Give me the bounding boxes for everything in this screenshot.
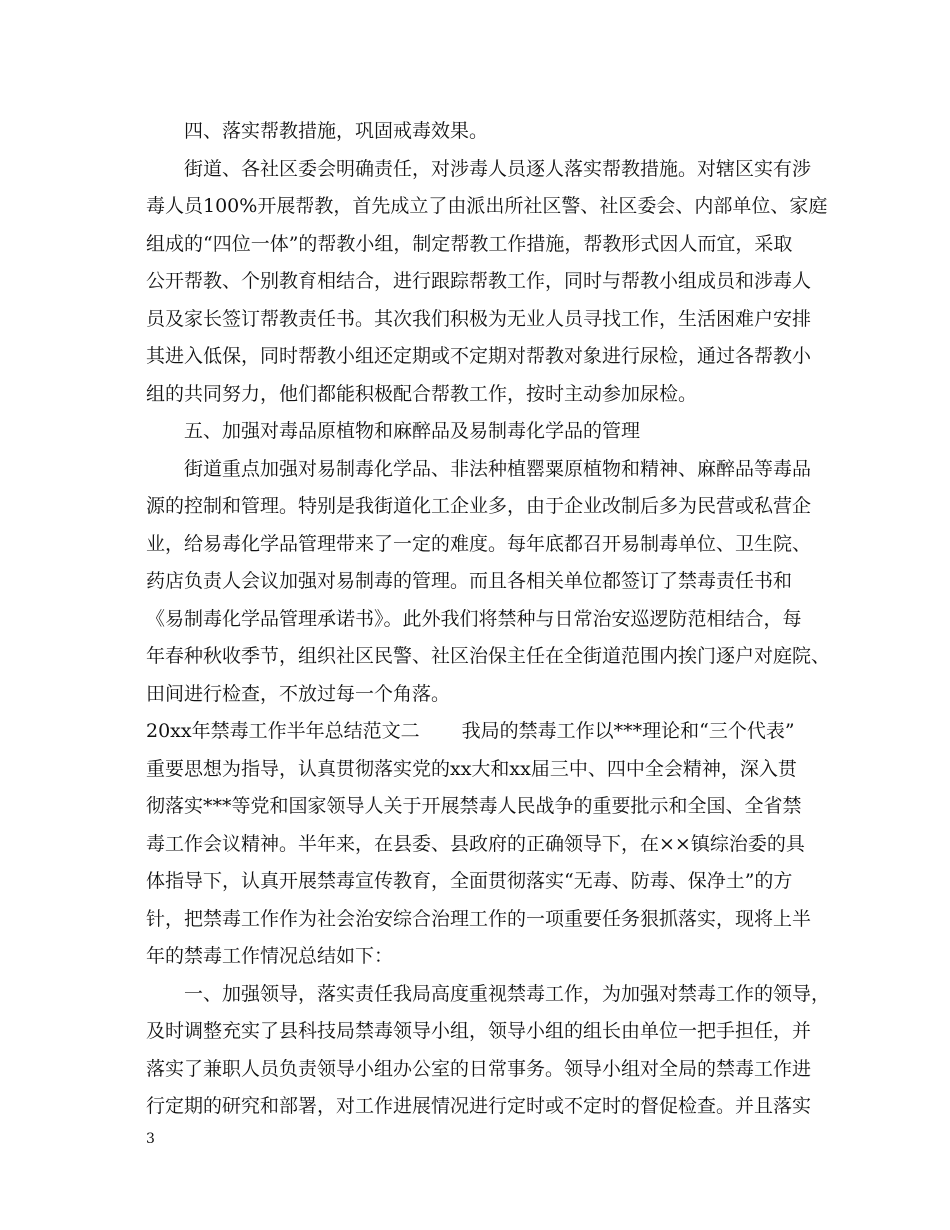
text-line: 《易制毒化学品管理承诺书》。此外我们将禁种与日常治安巡逻防范相结合，每 [146,607,802,630]
text-line: 组成的“四位一体”的帮教小组，制定帮教工作措施，帮教形式因人而宜，采取 [146,232,793,255]
section-four-five [146,113,831,713]
text-line: 街道重点加强对易制毒化学品、非法种植罂粟原植物和精神、麻醉品等毒品 [184,457,812,480]
text-line: 药店负责人会议加强对易制毒的管理。而且各相关单位都签订了禁毒责任书和 [146,570,793,592]
text-line: 针，把禁毒工作作为社会治安综合治理工作的一项重要任务狠抓落实，现将上半 [146,907,812,930]
text-line: 一、加强领导，落实责任我局高度重视禁毒工作，为加强对禁毒工作的领导， [184,982,831,1005]
page-number: 3 [146,1131,155,1147]
text-line: 年春种秋收季节，组织社区民警、社区治保主任在全街道范围内挨门逐户对庭院、 [146,645,831,667]
text-line: 四、落实帮教措施，巩固戒毒效果。 [184,120,489,142]
text-line: 毒工作会议精神。半年来，在县委、县政府的正确领导下，在××镇综治委的具 [146,832,805,855]
document-body [146,113,831,1126]
text-line: 年的禁毒工作情况总结如下： [146,945,394,967]
text-line: 彻落实***等党和国家领导人关于开展禁毒人民战争的重要批示和全国、全省禁 [146,795,802,817]
text-line: 公开帮教、个别教育相结合，进行跟踪帮教工作，同时与帮教小组成员和涉毒人 [146,270,812,292]
text-line: 源的控制和管理。特别是我街道化工企业多，由于企业改制后多为民营或私营企 [146,495,812,517]
text-line: 其进入低保，同时帮教小组还定期或不定期对帮教对象进行尿检，通过各帮教小 [146,345,812,367]
text-line: 及时调整充实了县科技局禁毒领导小组，领导小组的组长由单位一把手担任，并 [146,1020,812,1042]
text-line: 田间进行检查，不放过每一个角落。 [146,682,451,705]
article-intro: 我局的禁毒工作以***理论和“三个代表” [461,720,795,742]
text-line: 街道、各社区委会明确责任，对涉毒人员逐人落实帮教措施。对辖区实有涉 [184,157,812,180]
article-body [146,751,831,1126]
text-line: 员及家长签订帮教责任书。其次我们积极为无业人员寻找工作，生活困难户安排 [146,307,812,330]
text-line: 毒人员100%开展帮教，首先成立了由派出所社区警、社区委会、内部单位、家庭 [146,195,828,217]
text-line: 五、加强对毒品原植物和麻醉品及易制毒化学品的管理 [184,420,641,442]
text-line: 体指导下，认真开展禁毒宣传教育，全面贯彻落实“无毒、防毒、保净土”的方 [146,870,793,892]
text-line: 重要思想为指导，认真贯彻落实党的xx大和xx届三中、四中全会精神，深入贯 [146,757,797,780]
text-line: 组的共同努力，他们都能积极配合帮教工作，按时主动参加尿检。 [146,382,698,405]
text-line: 行定期的研究和部署，对工作进展情况进行定时或不定时的督促检查。并且落实 [146,1095,812,1117]
text-line: 落实了兼职人员负责领导小组办公室的日常事务。领导小组对全局的禁毒工作进 [146,1057,812,1080]
article-title: 20xx年禁毒工作半年总结范文二 [146,720,420,742]
article-heading-line [146,713,806,751]
text-line: 业，给易毒化学品管理带来了一定的难度。每年底都召开易制毒单位、卫生院、 [146,532,812,555]
